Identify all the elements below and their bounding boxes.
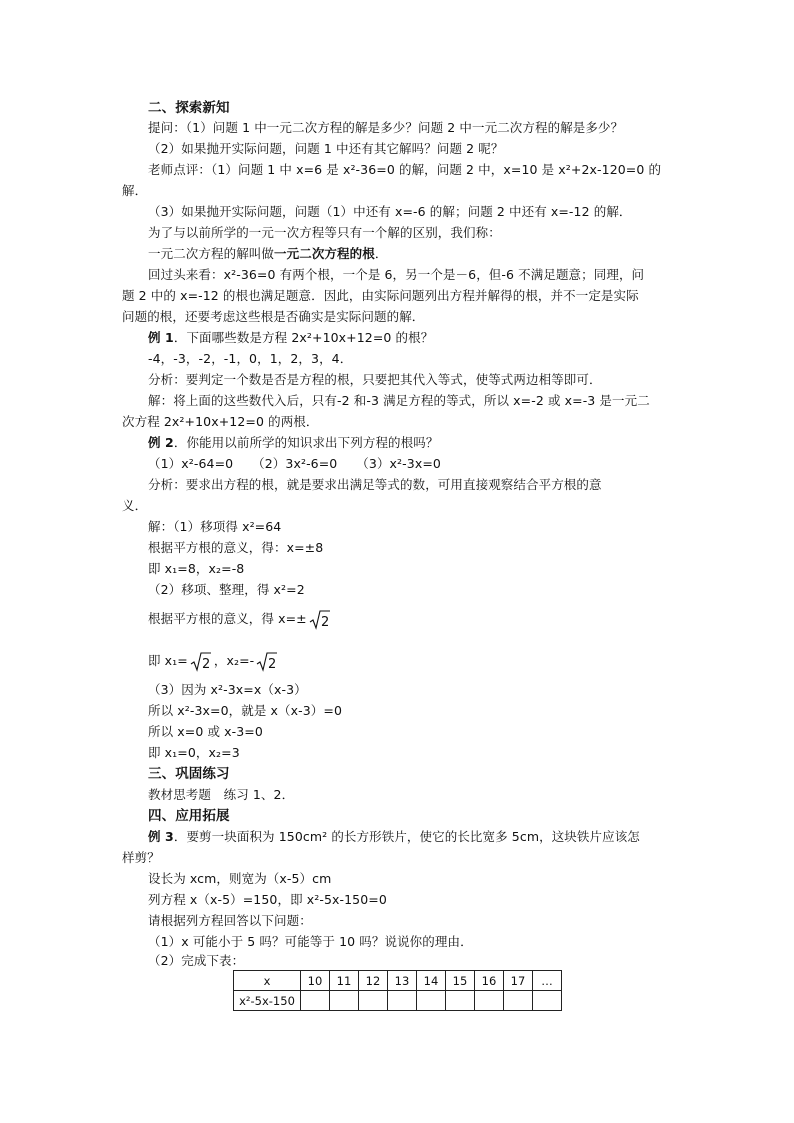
table-cell: 17	[504, 971, 533, 991]
example-1-analysis: 分析：要判定一个数是否是方程的根，只要把其代入等式，使等式两边相等即可．	[148, 372, 602, 387]
question-line-2: （2）如果抛开实际问题，问题 1 中还有其它解吗？问题 2 呢？	[148, 141, 504, 156]
value-table	[233, 970, 562, 1011]
section-heading-explore: 二、探索新知	[148, 100, 230, 116]
example-3-line-3: 请根据列方程回答以下问题：	[148, 913, 312, 928]
table-cell: 13	[388, 971, 417, 991]
example-1-solution-1: 解：将上面的这些数代入后，只有-2 和-3 满足方程的等式，所以 x=-2 或 x=-3 是一元二	[148, 393, 650, 408]
example-2-question	[148, 435, 438, 451]
example-2-step-10: 即 x₁=0，x₂=3	[148, 745, 240, 760]
step-5-text: 根据平方根的意义，得 x=±	[148, 611, 307, 626]
example-2-step-9: 所以 x=0 或 x-3=0	[148, 724, 263, 739]
table-empty-cell[interactable]	[359, 991, 388, 1011]
example-3-line-4: （1）x 可能小于 5 吗？可能等于 10 吗？说说你的理由．	[148, 934, 473, 949]
comment-line-1: 老师点评：（1）问题 1 中 x=6 是 x²-36=0 的解，问题 2 中，x=10 是 x²+2x-120=0 的	[148, 162, 662, 177]
question-line-1: 提问：（1）问题 1 中一元二次方程的解是多少？问题 2 中一元二次方程的解是多少？	[148, 120, 624, 135]
table-cell: 15	[446, 971, 475, 991]
sqrt-2-symbol	[256, 652, 278, 672]
example-1-numbers: -4，-3，-2，-1，0，1，2，3，4．	[148, 351, 353, 366]
example-2-step-6	[148, 650, 280, 672]
table-row	[234, 991, 562, 1011]
table-empty-cell[interactable]	[533, 991, 562, 1011]
example-2-label: 例 2	[148, 435, 174, 450]
comment-line-2: （3）如果抛开实际问题，问题（1）中还有 x=-6 的解；问题 2 中还有 x=-12 的解．	[148, 204, 632, 219]
example-2-step-8: 所以 x²-3x=0，就是 x（x-3）=0	[148, 703, 343, 718]
table-cell: …	[533, 971, 562, 991]
example-3-question-2: 样剪？	[122, 850, 160, 865]
table-empty-cell[interactable]	[330, 991, 359, 1011]
table-empty-cell[interactable]	[417, 991, 446, 1011]
table-cell: x	[234, 971, 301, 991]
sqrt-2-symbol	[309, 610, 331, 630]
sqrt-radicand: 2	[320, 614, 330, 630]
example-2-step-1: 解：（1）移项得 x²=64	[148, 519, 282, 534]
table-empty-cell[interactable]	[446, 991, 475, 1011]
definition-suffix: ．	[374, 246, 388, 261]
definition-line	[148, 246, 387, 262]
table-cell: 12	[359, 971, 388, 991]
practice-text: 教材思考题 练习 1、2．	[148, 787, 295, 802]
sqrt-2-symbol	[190, 652, 212, 672]
table-cell: 16	[475, 971, 504, 991]
comment-line-3: 为了与以前所学的一元一次方程等只有一个解的区别，我们称：	[148, 225, 501, 240]
sqrt-radicand: 2	[268, 656, 277, 672]
example-2-step-3: 即 x₁=8，x₂=-8	[148, 561, 245, 576]
example-3-question	[148, 829, 640, 845]
example-2-text: ．你能用以前所学的知识求出下列方程的根吗？	[173, 435, 439, 450]
example-1-text: ．下面哪些数是方程 2x²+10x+12=0 的根？	[173, 330, 434, 345]
example-1-label: 例 1	[148, 330, 174, 345]
table-cell: 14	[417, 971, 446, 991]
review-line-2: 题 2 中的 x=-12 的根也满足题意．因此，由实际问题列出方程并解得的根，并不一定是实际	[122, 288, 639, 303]
step-6-x1: 即 x₁=	[148, 653, 188, 668]
comment-line-1b: 解．	[122, 183, 148, 198]
example-3-label: 例 3	[148, 829, 174, 844]
table-empty-cell[interactable]	[301, 991, 330, 1011]
table-empty-cell[interactable]	[475, 991, 504, 1011]
section-heading-practice: 三、巩固练习	[148, 766, 230, 782]
example-2-analysis-1: 分析：要求出方程的根，就是要求出满足等式的数，可用直接观察结合平方根的意	[148, 477, 602, 492]
example-2-analysis-2: 义．	[122, 498, 148, 513]
review-line-3: 问题的根，还要考虑这些根是否确实是实际问题的解．	[122, 309, 425, 324]
table-empty-cell[interactable]	[504, 991, 533, 1011]
example-3-line-1: 设长为 xcm，则宽为（x-5）cm	[148, 871, 332, 886]
table-cell: 10	[301, 971, 330, 991]
example-1-question	[148, 330, 433, 346]
section-heading-application: 四、应用拓展	[148, 808, 230, 824]
example-2-step-5	[148, 608, 333, 630]
table-cell: 11	[330, 971, 359, 991]
example-2-equations: （1）x²-64=0 （2）3x²-6=0 （3）x²-3x=0	[148, 456, 441, 471]
example-3-line-5: （2）完成下表：	[148, 953, 245, 968]
sqrt-radicand: 2	[201, 656, 211, 672]
definition-term: 一元二次方程的根	[274, 246, 375, 261]
review-line-1: 回过头来看：x²-36=0 有两个根，一个是 6，另一个是－6，但-6 不满足题意；同理，问	[148, 267, 645, 282]
example-2-step-4: （2）移项、整理，得 x²=2	[148, 582, 305, 597]
table-header-row	[234, 971, 562, 991]
example-2-step-7: （3）因为 x²-3x=x（x-3）	[148, 682, 307, 697]
step-6-x2: ，x₂=-	[213, 653, 255, 668]
example-2-step-2: 根据平方根的意义，得：x=±8	[148, 540, 324, 555]
table-empty-cell[interactable]	[388, 991, 417, 1011]
example-3-line-2: 列方程 x（x-5）=150，即 x²-5x-150=0	[148, 892, 387, 907]
definition-prefix: 一元二次方程的解叫做	[148, 246, 275, 261]
example-1-solution-2: 次方程 2x²+10x+12=0 的两根．	[122, 414, 319, 429]
table-row-label: x²-5x-150	[234, 991, 301, 1011]
example-3-text: ．要剪一块面积为 150cm² 的长方形铁片，使它的长比宽多 5cm，这块铁片应该怎	[173, 829, 640, 844]
